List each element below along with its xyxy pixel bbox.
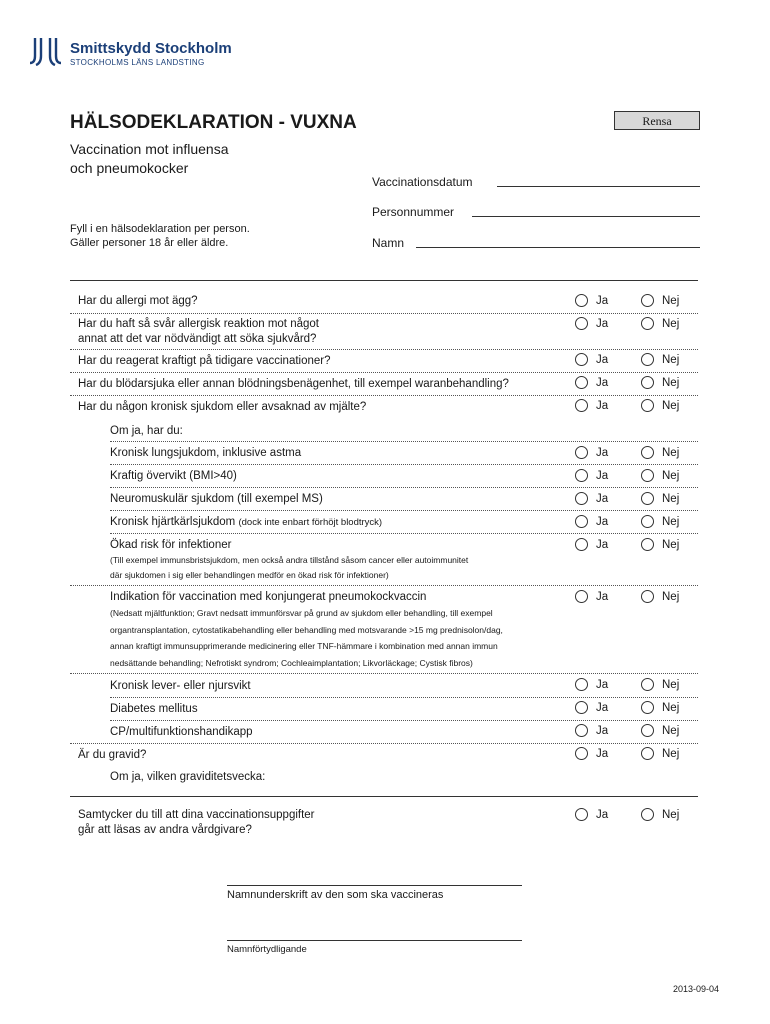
question-infection-risk: Ökad risk för infektioner [110,539,232,551]
row-divider [70,585,698,586]
obesity-yes-option[interactable] [575,469,608,482]
radio-circle-icon[interactable] [575,590,588,603]
subtitle-line: Vaccination mot influensa [70,141,229,157]
radio-label: Nej [662,701,680,714]
severe-allergy-no-option[interactable] [641,317,679,330]
radio-circle-icon[interactable] [575,492,588,505]
vaccine-reaction-no-option[interactable] [641,353,679,366]
liver-kidney-yes-option[interactable] [575,678,608,691]
radio-circle-icon[interactable] [641,399,654,412]
logo-icon [30,38,62,66]
radio-label: Ja [596,678,609,691]
diabetes-yes-option[interactable] [575,701,608,714]
question-chronic-disease: Har du någon kronisk sjukdom eller avsaknad av mjälte? [78,401,367,413]
radio-label: Nej [662,294,680,307]
cp-yes-option[interactable] [575,724,608,737]
row-divider [70,372,698,373]
bleeding-no-option[interactable] [641,376,679,389]
intro-text [70,222,330,250]
question-pneumococcal: Indikation för vaccination med konjungerat pneumokockvaccin [110,591,427,603]
question-severe-allergy [78,317,319,347]
question-consent [78,808,315,838]
logo-name: Smittskydd Stockholm [70,40,232,57]
radio-circle-icon[interactable] [641,747,654,760]
vaccine-reaction-yes-option[interactable] [575,353,608,366]
radio-circle-icon[interactable] [641,294,654,307]
personal-number-input[interactable] [472,202,700,217]
lung-disease-yes-option[interactable] [575,446,608,459]
radio-circle-icon[interactable] [641,317,654,330]
followup-pregnancy-week: Om ja, vilken graviditetsvecka: [110,771,266,783]
radio-label: Ja [596,469,609,482]
radio-label: Nej [662,469,680,482]
radio-label: Ja [596,515,609,528]
radio-circle-icon[interactable] [641,446,654,459]
radio-circle-icon[interactable] [641,590,654,603]
radio-circle-icon[interactable] [575,294,588,307]
radio-circle-icon[interactable] [575,538,588,551]
radio-label: Ja [596,590,609,603]
radio-label: Ja [596,724,609,737]
question-line: går att läsas av andra vårdgivare? [78,824,252,836]
row-divider [110,510,698,511]
form-date: 2013-09-04 [673,984,720,994]
name-clarification-line[interactable] [227,940,522,941]
radio-label: Nej [662,446,680,459]
row-divider [70,395,698,396]
pneumococcal-no-option[interactable] [641,590,679,603]
pneumococcal-note [110,605,503,671]
neuromuscular-no-option[interactable] [641,492,679,505]
radio-circle-icon[interactable] [641,353,654,366]
question-heart-disease [110,515,382,530]
egg-allergy-no-option[interactable] [641,294,679,307]
question-vaccine-reaction: Har du reagerat kraftigt på tidigare vaccinationer? [78,355,331,367]
note-line: (Till exempel immunsbristsjukdom, men också andra tillstånd såsom cancer eller autoimmunitet [110,555,469,565]
consent-no-option[interactable] [641,808,679,821]
name-clarification-label: Namnförtydligande [227,944,307,955]
liver-kidney-no-option[interactable] [641,678,679,691]
question-line: annat att det var nödvändigt att söka sjukvård? [78,333,317,345]
radio-circle-icon[interactable] [575,353,588,366]
chronic-disease-yes-option[interactable] [575,399,608,412]
question-text: Kronisk hjärtkärlsjukdom [110,516,236,528]
question-liver-kidney: Kronisk lever- eller njursvikt [110,680,251,692]
radio-circle-icon[interactable] [575,701,588,714]
neuromuscular-yes-option[interactable] [575,492,608,505]
radio-label: Nej [662,538,680,551]
heart-disease-yes-option[interactable] [575,515,608,528]
radio-label: Ja [596,317,609,330]
question-bleeding: Har du blödarsjuka eller annan blödningsbenägenhet, till exempel waranbehandling? [78,378,509,390]
radio-label: Nej [662,317,680,330]
radio-circle-icon[interactable] [641,492,654,505]
radio-label: Ja [596,446,609,459]
vaccination-date-input[interactable] [497,172,700,187]
subtitle-line: och pneumokocker [70,160,189,176]
row-divider [110,441,698,442]
infection-note [110,553,468,583]
infection-risk-no-option[interactable] [641,538,679,551]
question-lung-disease: Kronisk lungsjukdom, inklusive astma [110,447,302,459]
row-divider [110,464,698,465]
radio-label: Ja [596,353,609,366]
row-divider [70,313,698,314]
row-divider [110,533,698,534]
radio-circle-icon[interactable] [575,678,588,691]
radio-label: Nej [662,747,680,760]
note-line: nedsättande behandling; Nefrotiskt syndrom; Cochleaimplantation; Likvorläckage; Cystisk fibros) [110,657,473,668]
note-line: organtransplantation, cytostatikabehandling eller behandling med motsvarande >15 mg prednisolon/dag, [110,624,503,635]
radio-circle-icon[interactable] [575,724,588,737]
radio-label: Ja [596,538,609,551]
radio-label: Nej [662,399,680,412]
radio-label: Ja [596,492,609,505]
form-title: HÄLSODEKLARATION - VUXNA [70,112,357,133]
severe-allergy-yes-option[interactable] [575,317,608,330]
radio-label: Ja [596,808,609,821]
radio-circle-icon[interactable] [575,808,588,821]
intro-line: Gäller personer 18 år eller äldre. [70,237,229,249]
question-egg-allergy: Har du allergi mot ägg? [78,295,198,307]
question-diabetes: Diabetes mellitus [110,703,198,715]
logo-subtitle: STOCKHOLMS LÄNS LANDSTING [70,58,205,67]
row-divider [110,720,698,721]
question-cp: CP/multifunktionshandikapp [110,726,253,738]
personal-number-label: Personnummer [372,205,455,219]
lung-disease-no-option[interactable] [641,446,679,459]
question-pregnant: Är du gravid? [78,749,147,761]
row-divider [110,697,698,698]
note-line: (Nedsatt mjältfunktion; Gravt nedsatt immunförsvar på grund av sjukdom eller behandling, till exempel [110,608,493,618]
radio-label: Nej [662,724,680,737]
heart-disease-no-option[interactable] [641,515,679,528]
name-input[interactable] [416,233,700,248]
radio-circle-icon[interactable] [641,808,654,821]
pneumococcal-yes-option[interactable] [575,590,608,603]
radio-circle-icon[interactable] [641,515,654,528]
row-divider [70,349,698,350]
radio-label: Ja [596,294,609,307]
question-neuromuscular: Neuromuskulär sjukdom (till exempel MS) [110,493,323,505]
row-divider [110,487,698,488]
radio-circle-icon[interactable] [575,747,588,760]
question-note: (dock inte enbart förhöjt blodtryck) [238,517,383,528]
question-line: Samtycker du till att dina vaccinationsuppgifter [78,809,315,821]
consent-yes-option[interactable] [575,808,608,821]
radio-label: Nej [662,590,680,603]
radio-label: Ja [596,376,609,389]
diabetes-no-option[interactable] [641,701,679,714]
radio-circle-icon[interactable] [641,538,654,551]
obesity-no-option[interactable] [641,469,679,482]
radio-label: Ja [596,747,609,760]
radio-circle-icon[interactable] [575,515,588,528]
radio-label: Nej [662,678,680,691]
bleeding-yes-option[interactable] [575,376,608,389]
form-subtitle [70,140,330,178]
infection-risk-yes-option[interactable] [575,538,608,551]
radio-circle-icon[interactable] [575,399,588,412]
cp-no-option[interactable] [641,724,679,737]
section-divider [70,280,698,281]
radio-label: Nej [662,515,680,528]
radio-circle-icon[interactable] [641,678,654,691]
vaccination-date-label: Vaccinationsdatum [372,175,473,189]
pregnant-yes-option[interactable] [575,747,608,760]
intro-line: Fyll i en hälsodeklaration per person. [70,223,250,235]
name-label: Namn [372,236,405,250]
row-divider [70,673,698,674]
radio-circle-icon[interactable] [641,701,654,714]
signature-line[interactable] [227,885,522,886]
signature-label: Namnunderskrift av den som ska vaccineras [227,889,444,901]
radio-circle-icon[interactable] [575,317,588,330]
section-divider [70,796,698,797]
radio-label: Ja [596,399,609,412]
followup-if-yes: Om ja, har du: [110,425,183,437]
note-line: där sjukdomen i sig eller behandlingen medför en ökad risk för infektioner) [110,570,389,580]
egg-allergy-yes-option[interactable] [575,294,608,307]
radio-circle-icon[interactable] [575,469,588,482]
note-line: annan kraftigt immunsupprimerande medicinering eller TNF-hämmare i kombination med annan immun [110,641,498,651]
radio-circle-icon[interactable] [641,724,654,737]
radio-label: Nej [662,492,680,505]
radio-circle-icon[interactable] [641,376,654,389]
question-line: Har du haft så svår allergisk reaktion mot något [78,318,319,330]
radio-label: Nej [662,376,680,389]
radio-circle-icon[interactable] [575,376,588,389]
question-obesity: Kraftig övervikt (BMI>40) [110,470,237,482]
radio-label: Nej [662,353,680,366]
radio-circle-icon[interactable] [641,469,654,482]
row-divider [70,743,698,744]
pregnant-no-option[interactable] [641,747,679,760]
clear-button[interactable]: Rensa [614,111,700,130]
radio-label: Nej [662,808,680,821]
chronic-disease-no-option[interactable] [641,399,679,412]
radio-label: Ja [596,701,609,714]
radio-circle-icon[interactable] [575,446,588,459]
